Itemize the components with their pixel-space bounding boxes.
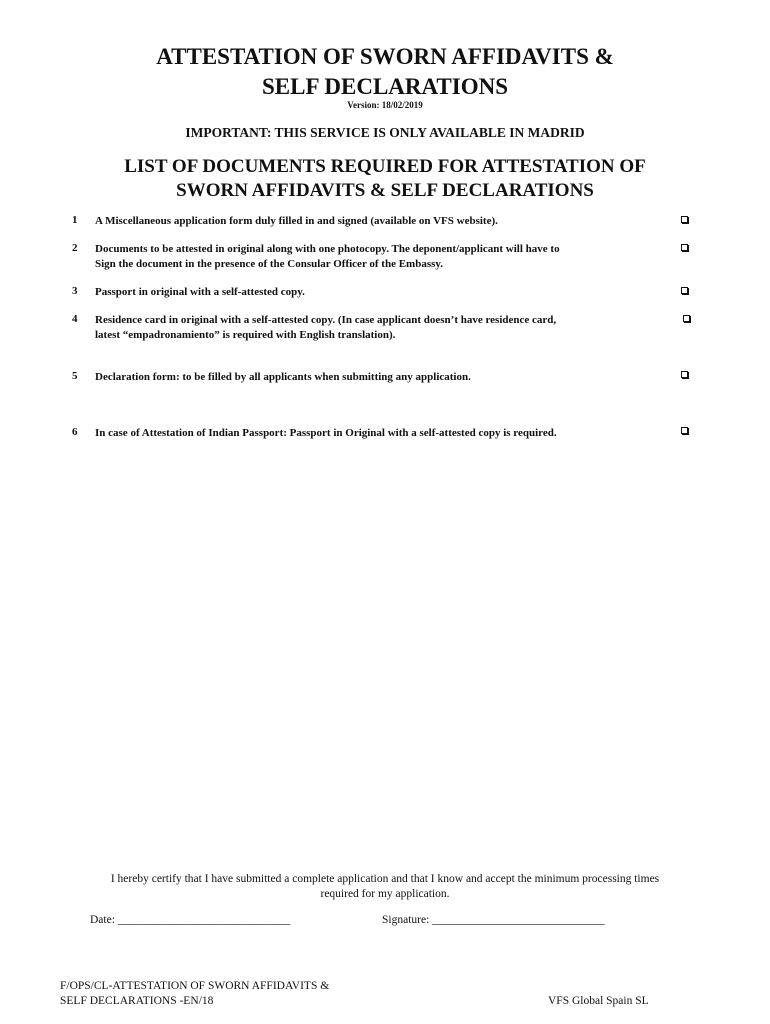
list-item xyxy=(95,214,660,229)
certification-statement xyxy=(60,872,710,902)
item-text-line2: Sign the document in the presence of the Consular Officer of the Embassy. xyxy=(95,258,444,270)
checkbox-icon[interactable] xyxy=(681,427,688,434)
footer-code-line1: F/OPS/CL-ATTESTATION OF SWORN AFFIDAVITS & xyxy=(60,980,330,992)
item-number: 4 xyxy=(72,313,78,325)
item-text-line1: Residence card in original with a self-attested copy. (In case applicant doesn’t have residence card, xyxy=(95,314,557,326)
document-title-line1: ATTESTATION OF SWORN AFFIDAVITS & xyxy=(156,44,614,69)
certification-line1: I hereby certify that I have submitted a complete application and that I know and accept the minimum processing times xyxy=(110,873,660,885)
checkbox-icon[interactable] xyxy=(681,287,688,294)
list-item xyxy=(95,242,660,272)
item-number: 5 xyxy=(72,370,78,382)
item-number: 2 xyxy=(72,242,78,254)
list-heading-line2: SWORN AFFIDAVITS & SELF DECLARATIONS xyxy=(176,180,594,201)
checkbox-icon[interactable] xyxy=(681,244,688,251)
item-text-line1: Declaration form: to be filled by all applicants when submitting any application. xyxy=(95,371,471,383)
footer-company: VFS Global Spain SL xyxy=(548,995,649,1007)
item-text-line1: In case of Attestation of Indian Passport: Passport in Original with a self-attested copy is required. xyxy=(95,427,557,439)
list-heading-line1: LIST OF DOCUMENTS REQUIRED FOR ATTESTATION OF xyxy=(124,156,646,177)
item-number: 1 xyxy=(72,214,78,226)
item-text-line2: latest “empadronamiento” is required with English translation). xyxy=(95,329,396,341)
footer-document-code xyxy=(60,979,329,1009)
signature-field[interactable]: Signature: ______________________________ xyxy=(382,914,605,926)
list-item xyxy=(95,370,660,385)
item-text-line1: A Miscellaneous application form duly filled in and signed (available on VFS website). xyxy=(95,215,498,227)
important-notice: IMPORTANT: THIS SERVICE IS ONLY AVAILABLE IN MADRID xyxy=(185,125,585,140)
date-field[interactable]: Date: ______________________________ xyxy=(90,914,291,926)
document-title-line2: SELF DECLARATIONS xyxy=(261,74,509,99)
item-number: 3 xyxy=(72,285,78,297)
certification-line2: required for my application. xyxy=(320,888,450,900)
list-item xyxy=(95,313,660,343)
checkbox-icon[interactable] xyxy=(681,216,688,223)
list-item xyxy=(95,285,660,300)
checkbox-icon[interactable] xyxy=(681,371,688,378)
list-item xyxy=(95,426,660,441)
version-label: Version: 18/02/2019 xyxy=(347,100,423,110)
item-text-line1: Documents to be attested in original along with one photocopy. The deponent/applicant will have to xyxy=(95,243,560,255)
item-text-line1: Passport in original with a self-attested copy. xyxy=(95,286,305,298)
checkbox-icon[interactable] xyxy=(683,315,690,322)
footer-code-line2: SELF DECLARATIONS -EN/18 xyxy=(60,995,214,1007)
item-number: 6 xyxy=(72,426,78,438)
